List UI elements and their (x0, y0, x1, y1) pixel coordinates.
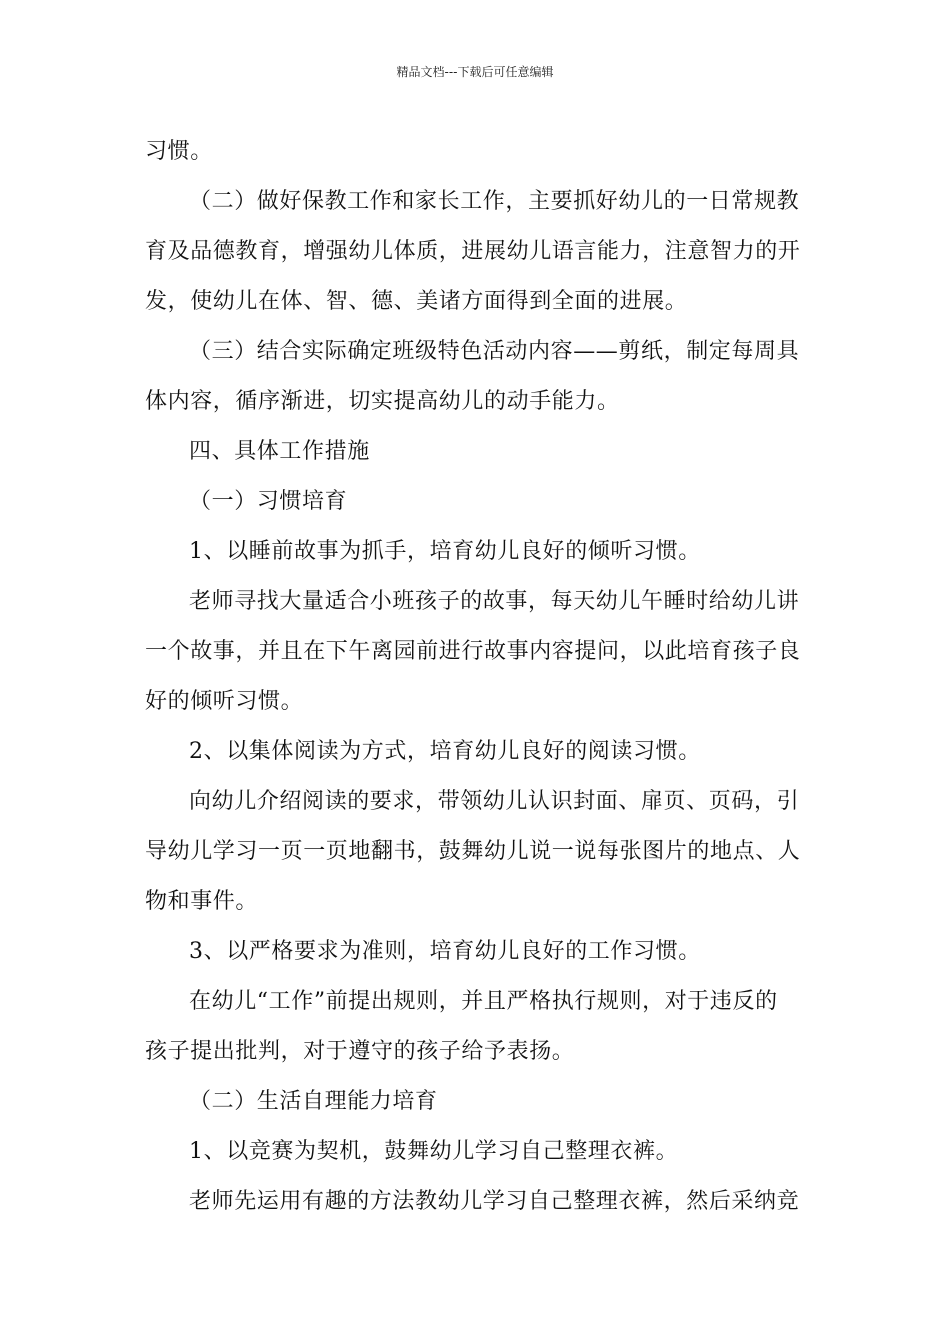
text-line: 一个故事，并且在下午离园前进行故事内容提问，以此培育孩子良 (145, 639, 801, 664)
text-line: 孩子提出批判，对于遵守的孩子给予表扬。 (145, 1039, 575, 1064)
document-body (145, 127, 807, 1227)
text-line: （一）习惯培育 (189, 489, 348, 514)
text-line: 物和事件。 (145, 889, 259, 914)
text-line: 1、以竞赛为契机，鼓舞幼儿学习自己整理衣裤。 (189, 1139, 679, 1164)
text-line: 2、以集体阅读为方式，培育幼儿良好的阅读习惯。 (189, 739, 701, 764)
text-line: （三）结合实际确定班级特色活动内容——剪纸，制定每周具 (189, 339, 800, 364)
text-line: （二）做好保教工作和家长工作，主要抓好幼儿的一日常规教 (189, 189, 800, 214)
text-line: （二）生活自理能力培育 (189, 1089, 438, 1114)
text-line: 老师先运用有趣的方法教幼儿学习自己整理衣裤，然后采纳竞 (189, 1189, 800, 1214)
text-line: 老师寻找大量适合小班孩子的故事，每天幼儿午睡时给幼儿讲 (189, 589, 800, 614)
text-line: 在幼儿“工作”前提出规则，并且严格执行规则，对于违反的 (189, 989, 778, 1014)
text-line: 3、以严格要求为准则，培育幼儿良好的工作习惯。 (189, 939, 701, 964)
text-line: 育及品德教育，增强幼儿体质，进展幼儿语言能力，注意智力的开 (145, 239, 801, 264)
text-line: 向幼儿介绍阅读的要求，带领幼儿认识封面、扉页、页码，引 (189, 789, 800, 814)
text-line: 导幼儿学习一页一页地翻书，鼓舞幼儿说一说每张图片的地点、人 (145, 839, 801, 864)
page-header: 精品文档---下载后可任意编辑 (396, 65, 554, 79)
text-line: 1、以睡前故事为抓手，培育幼儿良好的倾听习惯。 (189, 539, 701, 564)
text-line: 四、具体工作措施 (189, 439, 370, 464)
text-line: 习惯。 (145, 139, 213, 164)
text-line: 发，使幼儿在体、智、德、美诸方面得到全面的进展。 (145, 289, 688, 314)
text-line: 好的倾听习惯。 (145, 689, 304, 714)
text-line: 体内容，循序渐进，切实提高幼儿的动手能力。 (145, 389, 620, 414)
